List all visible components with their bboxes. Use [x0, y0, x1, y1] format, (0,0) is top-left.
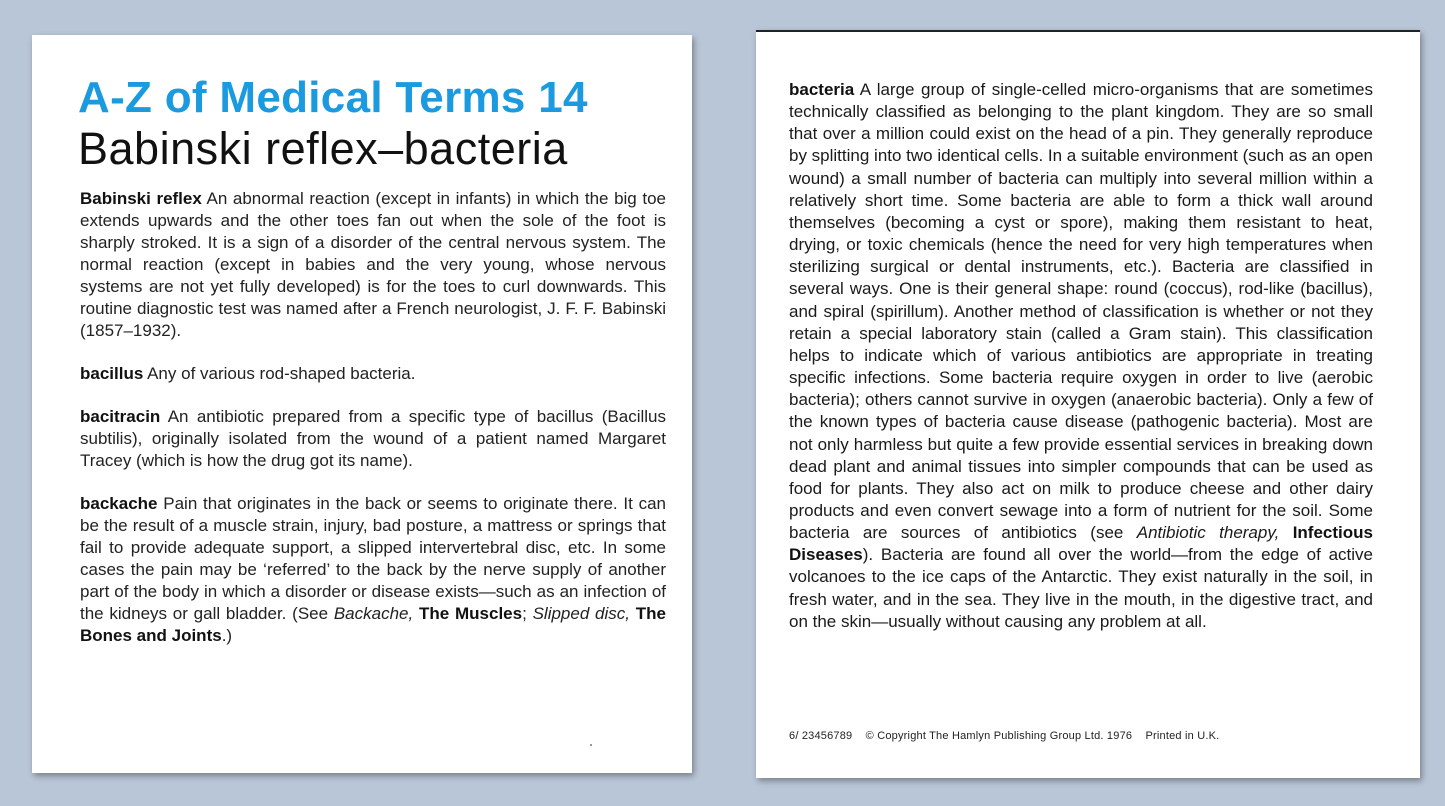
printed-in: Printed in U.K. [1145, 730, 1220, 742]
entry-babinski-reflex [80, 188, 666, 342]
cross-reference: Antibiotic therapy, [1136, 523, 1280, 543]
entry-backache [80, 493, 666, 647]
cross-reference: The Muscles [413, 604, 523, 623]
entry-term: bacillus [80, 364, 144, 383]
entry-text: Any of various rod-shaped bacteria. [143, 364, 416, 383]
cross-reference: Slipped disc, [532, 604, 631, 623]
copyright-notice: © Copyright The Hamlyn Publishing Group Ltd. 1976 [865, 730, 1133, 742]
cross-reference: Backache, [333, 604, 414, 623]
card-footer [789, 730, 1229, 742]
back-card [756, 30, 1420, 778]
entry-text-continued: ). Bacteria are found all over the world—from the edge of active volcanoes to the ice caps of the Antarctic. They exist naturally in the soil, in fresh water, and in the sea. They live in the mouth, in the digestive tract, and on the skin—usually without causing any problem at all. [789, 545, 1373, 631]
cross-reference: Infectious Diseases [789, 523, 1373, 565]
entry-term: backache [80, 494, 158, 513]
entry-end: .) [221, 626, 233, 645]
entry-bacteria [789, 79, 1373, 633]
range-title: Babinski reflex–bacteria [78, 123, 568, 174]
entry-term: Babinski reflex [80, 189, 202, 208]
entry-term: bacteria [789, 80, 855, 99]
entry-text: An antibiotic prepared from a specific type of bacillus (Bacillus subtilis), originally isolated from the wound of a patient named Margaret Tracey (which is how the drug got its name). [80, 407, 666, 470]
cross-reference: The Bones and Joints [80, 604, 667, 645]
entry-text: An abnormal reaction (except in infants) in which the big toe extends upwards and the other toes fan out when the sole of the foot is sharply stroked. It is a sign of a disorder of the central nervous system. The normal reaction (except in babies and the very young, whose nervous systems are not yet fully developed) is for the toes to curl downwards. This routine diagnostic test was named after a French neurologist, J. F. F. Babinski (1857–1932). [80, 189, 666, 340]
entry-text: A large group of single-celled micro-organisms that are sometimes technically classified as belonging to the plant kingdom. They are so small that over a million could exist on the head of a pin. They generally reproduce by splitting into two identical cells. In a suitable environment (such as an open wound) a small number of bacteria can multiply into several million within a relatively short time. Some bacteria are able to form a thick wall around themselves (becoming a cyst or spore), making them resistant to heat, drying, or toxic chemicals (hence the need for very high temperatures when sterilizing surgical or dental instruments, etc.). Bacteria are classified in several ways. One is their general shape: round (coccus), rod-like (bacillus), and spiral (spirillum). Another method of classification is whether or not they retain a special laboratory stain (called a Gram stain). This classification helps to indicate which of various antibiotics are appropriate in treating specific infections. Some bacteria require oxygen in order to live (aerobic bacteria); others cannot survive in oxygen (anaerobic bacteria). Only a few of the known types of bacteria cause disease (pathogenic bacteria). Most are not only harmless but quite a few provide essential services in breaking down dead plant and animal tissues into simpler compounds that can be used as food for plants. They also act on milk to produce cheese and other dairy products and even convert sewage into a form of nutrient for the soil. Some bacteria are sources of antibiotics (see [789, 80, 1373, 543]
entries-list [789, 79, 1373, 654]
print-speck [590, 744, 592, 746]
entry-text: Pain that originates in the back or seems to originate there. It can be the result of a muscle strain, injury, bad posture, a mattress or springs that fail to provide adequate support, a slipped intervertebral disc, etc. In some cases the pain may be ‘referred’ to the back by the nerve supply of another part of the body in which a disorder or disease exists—such as an infection of the kidneys or gall bladder. (See [80, 494, 666, 623]
entry-bacitracin [80, 406, 666, 472]
entry-bacillus [80, 363, 666, 385]
entries-list [80, 188, 666, 668]
series-title: A-Z of Medical Terms 14 [78, 73, 588, 122]
front-card [32, 35, 692, 773]
entry-term: bacitracin [80, 407, 161, 426]
separator: ; [522, 604, 533, 623]
card-code: 6/ 23456789 [789, 730, 853, 742]
